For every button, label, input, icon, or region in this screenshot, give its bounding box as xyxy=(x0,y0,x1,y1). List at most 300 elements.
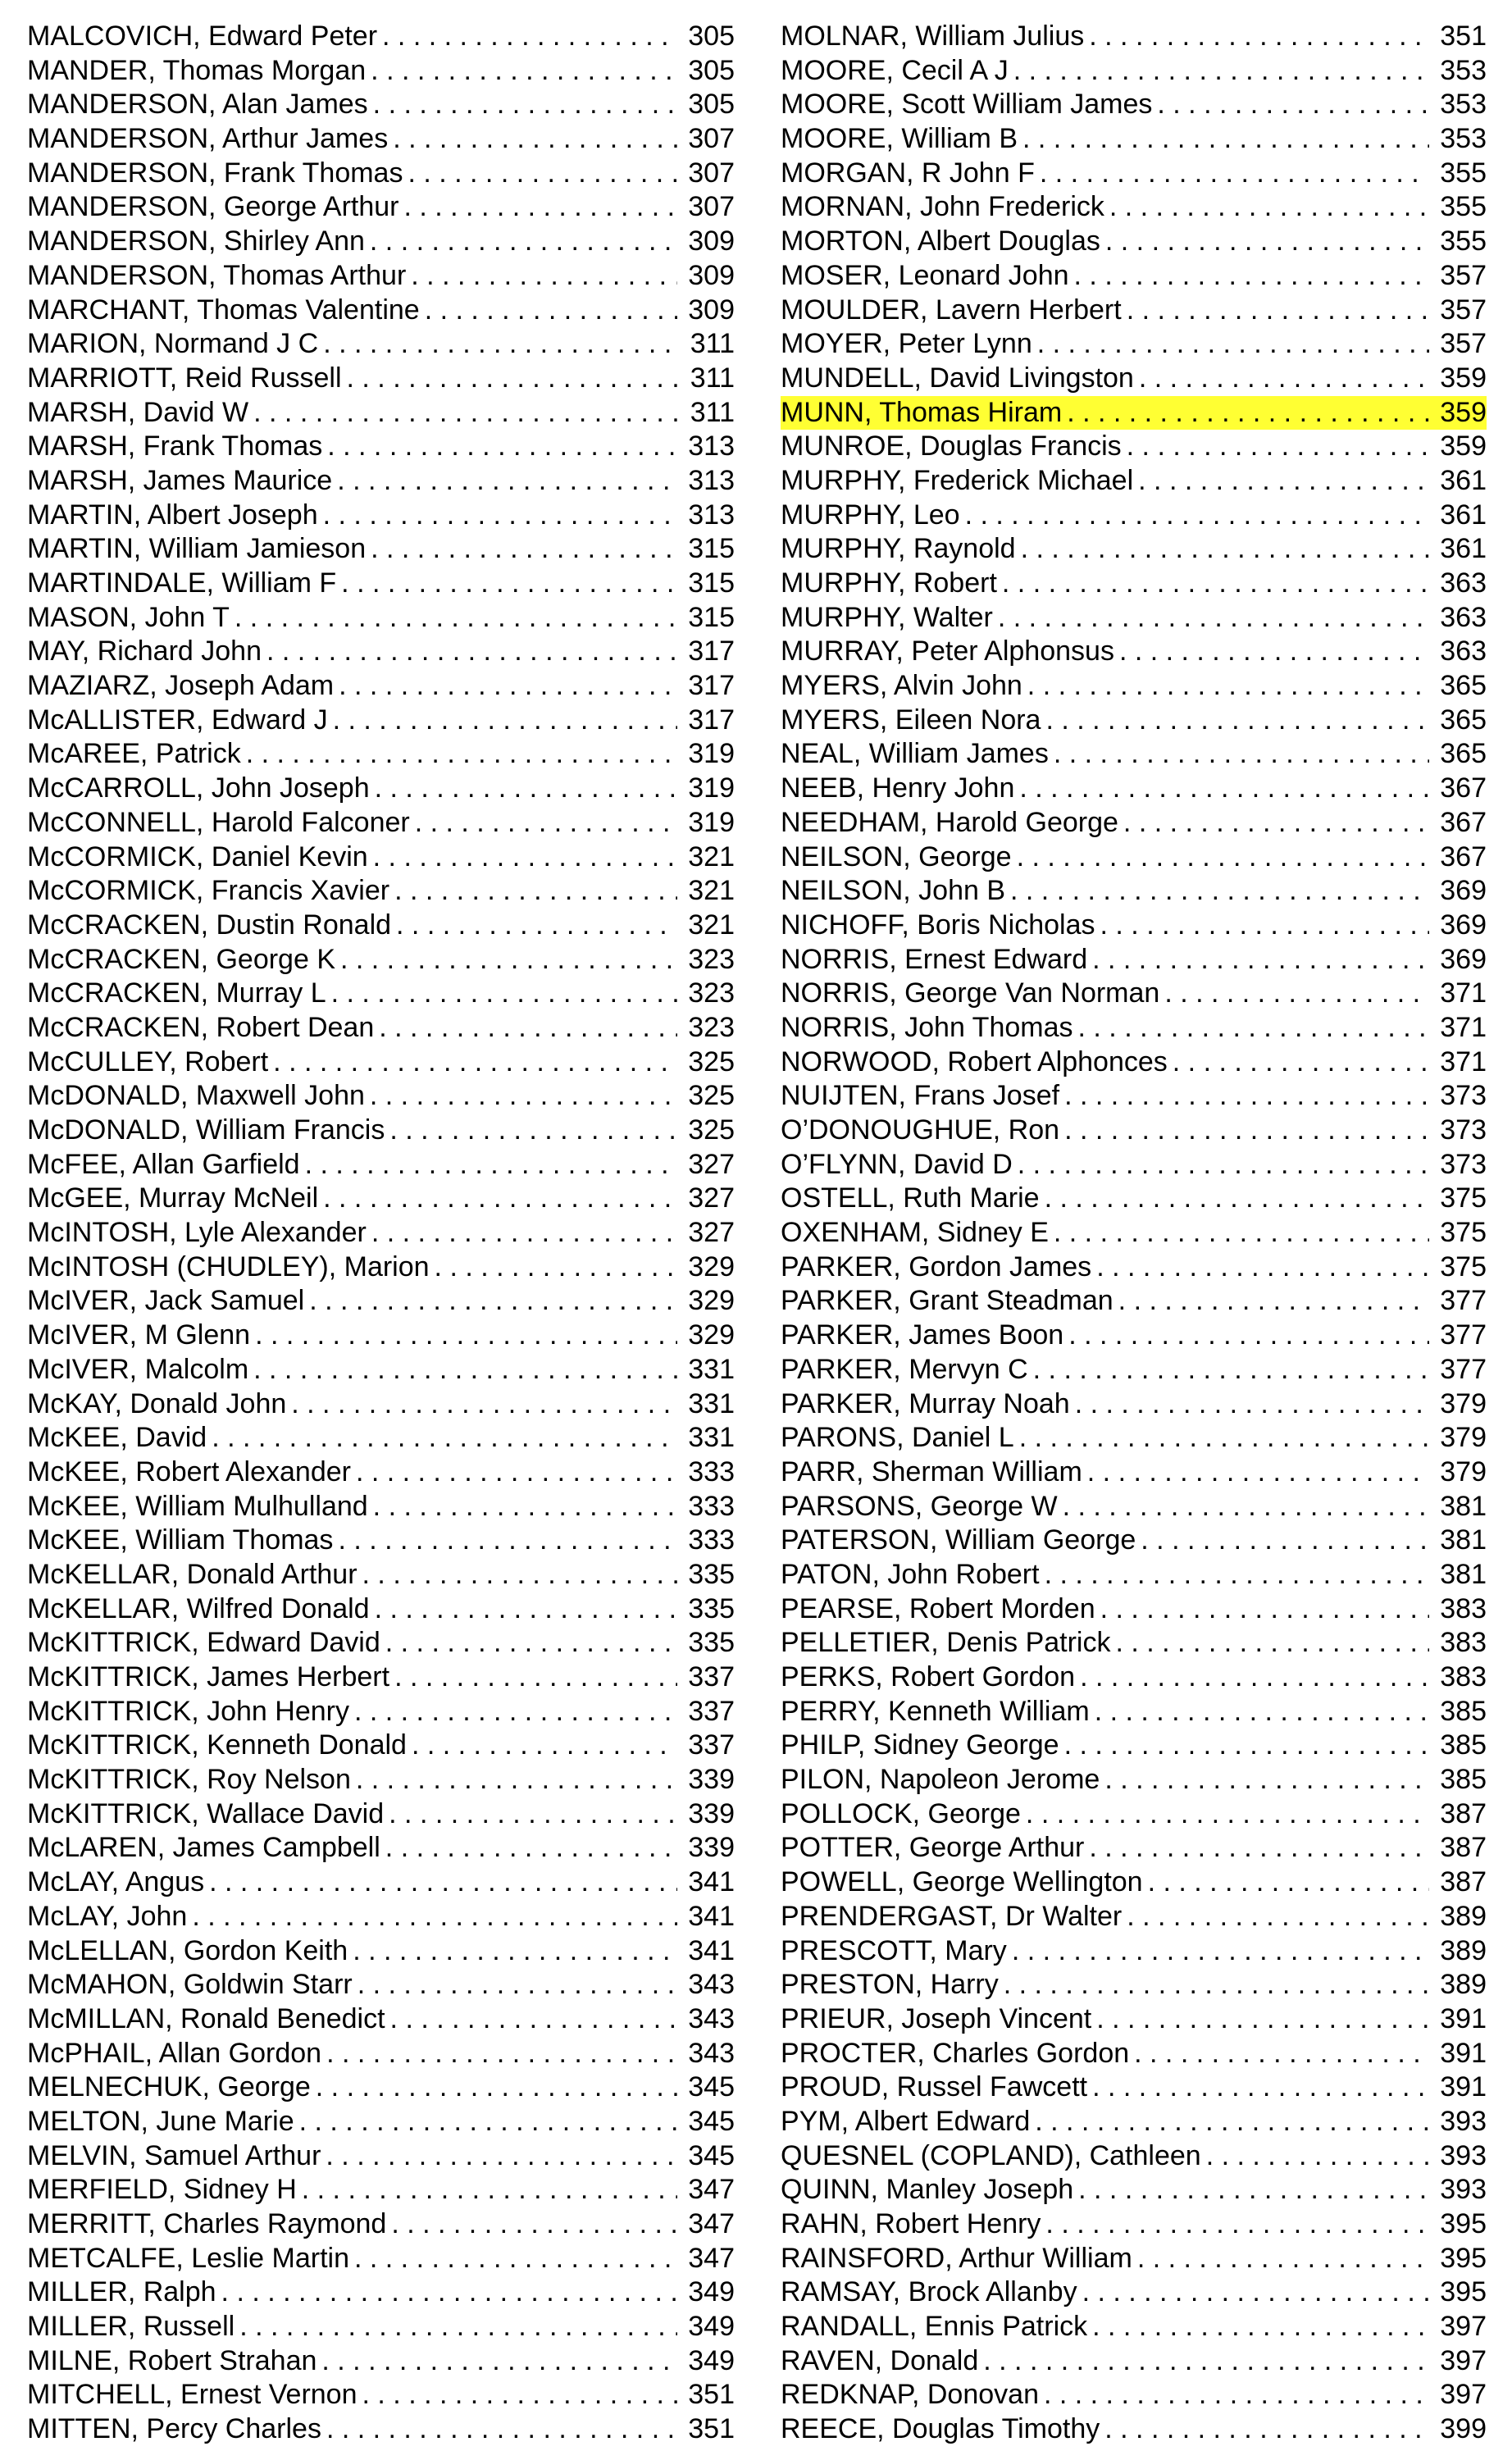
entry-name: RAHN, Robert Henry xyxy=(781,2208,1041,2239)
dot-leader xyxy=(1063,1490,1429,1524)
entry-name: MYERS, Alvin John xyxy=(781,670,1022,702)
dot-leader xyxy=(389,1797,677,1832)
entry-name: MARCHANT, Thomas Valentine xyxy=(27,294,420,326)
dot-leader xyxy=(338,1524,677,1558)
entry-name: MURRAY, Peter Alphonsus xyxy=(781,636,1114,667)
dot-leader xyxy=(1045,1558,1429,1592)
index-entry xyxy=(781,1968,1487,2002)
index-entry xyxy=(27,396,735,430)
entry-page-number: 343 xyxy=(688,2037,735,2069)
entry-page-number: 371 xyxy=(1440,1046,1487,1077)
index-entry xyxy=(781,1934,1487,1969)
dot-leader xyxy=(1127,430,1429,464)
index-entry xyxy=(27,1284,735,1319)
entry-page-number: 309 xyxy=(688,294,735,326)
entry-page-number: 377 xyxy=(1440,1285,1487,1317)
entry-page-number: 353 xyxy=(1440,54,1487,86)
entry-name: MANDER, Thomas Morgan xyxy=(27,54,367,86)
entry-page-number: 389 xyxy=(1440,1900,1487,1932)
index-entry xyxy=(781,54,1487,89)
dot-leader xyxy=(1037,327,1429,362)
entry-name: PRESTON, Harry xyxy=(781,1969,999,2001)
dot-leader xyxy=(370,1079,677,1114)
index-entry xyxy=(781,1900,1487,1934)
entry-name: MARSH, Frank Thomas xyxy=(27,430,323,462)
index-entry xyxy=(781,909,1487,943)
dot-leader xyxy=(412,1729,677,1763)
index-entry xyxy=(27,1866,735,1900)
entry-page-number: 395 xyxy=(1440,2208,1487,2239)
dot-leader xyxy=(331,977,677,1011)
dot-leader xyxy=(1127,294,1429,328)
dot-leader xyxy=(333,704,677,738)
dot-leader xyxy=(1173,1046,1429,1080)
index-entry xyxy=(781,190,1487,225)
entry-page-number: 395 xyxy=(1440,2276,1487,2308)
entry-page-number: 323 xyxy=(688,1011,735,1043)
index-entry xyxy=(781,122,1487,157)
index-entry xyxy=(781,294,1487,328)
dot-leader xyxy=(212,1421,677,1456)
index-entry xyxy=(27,2207,735,2242)
entry-page-number: 383 xyxy=(1440,1661,1487,1692)
entry-name: MOORE, William B xyxy=(781,123,1018,155)
entry-name: NEAL, William James xyxy=(781,738,1049,770)
entry-name: OSTELL, Ruth Marie xyxy=(781,1182,1040,1214)
dot-leader xyxy=(1075,1387,1429,1422)
entry-name: McKEE, David xyxy=(27,1422,207,1454)
entry-page-number: 393 xyxy=(1440,2174,1487,2206)
dot-leader xyxy=(1019,772,1429,806)
entry-name: PELLETIER, Denis Patrick xyxy=(781,1627,1111,1659)
entry-name: MILLER, Ralph xyxy=(27,2276,216,2308)
entry-name: MERFIELD, Sidney H xyxy=(27,2174,297,2206)
dot-leader xyxy=(1092,2310,1429,2344)
dot-leader xyxy=(1080,1660,1429,1695)
dot-leader xyxy=(302,2173,677,2207)
index-entry xyxy=(781,806,1487,840)
entry-page-number: 381 xyxy=(1440,1524,1487,1556)
entry-page-number: 345 xyxy=(688,2105,735,2137)
dot-leader xyxy=(356,1763,677,1797)
entry-name: PARKER, Mervyn C xyxy=(781,1353,1028,1385)
dot-leader xyxy=(391,2207,677,2242)
entry-name: McCORMICK, Daniel Kevin xyxy=(27,840,368,872)
entry-name: McLAY, John xyxy=(27,1900,188,1932)
index-entry xyxy=(27,1968,735,2002)
entry-name: PATON, John Robert xyxy=(781,1558,1040,1590)
index-entry xyxy=(27,157,735,191)
index-entry xyxy=(781,2139,1487,2174)
entry-page-number: 349 xyxy=(688,2344,735,2376)
index-entry xyxy=(781,2412,1487,2447)
dot-leader xyxy=(1115,1626,1429,1660)
entry-name: MILLER, Russell xyxy=(27,2311,235,2343)
entry-name: MAZIARZ, Joseph Adam xyxy=(27,670,335,702)
entry-name: MUNDELL, David Livingston xyxy=(781,362,1134,394)
entry-page-number: 321 xyxy=(688,909,735,941)
dot-leader xyxy=(375,1592,677,1627)
entry-name: McALLISTER, Edward J xyxy=(27,704,328,736)
index-entry xyxy=(781,225,1487,259)
entry-name: NORWOOD, Robert Alphonces xyxy=(781,1046,1168,1077)
dot-leader xyxy=(1078,1011,1429,1046)
dot-leader xyxy=(1002,567,1429,601)
dot-leader xyxy=(1096,2002,1429,2037)
index-entry xyxy=(27,499,735,533)
dot-leader xyxy=(389,1114,677,1148)
index-entry xyxy=(781,2378,1487,2412)
entry-name: PEARSE, Robert Morden xyxy=(781,1592,1095,1624)
dot-leader xyxy=(323,499,677,533)
index-entry xyxy=(781,499,1487,533)
dot-leader xyxy=(394,1660,677,1695)
entry-name: OXENHAM, Sidney E xyxy=(781,1217,1049,1249)
index-entry xyxy=(27,20,735,54)
dot-leader xyxy=(273,1046,677,1080)
dot-leader xyxy=(1064,1114,1429,1148)
entry-page-number: 333 xyxy=(688,1456,735,1487)
index-entry-highlighted xyxy=(781,396,1487,430)
entry-page-number: 309 xyxy=(688,259,735,291)
entry-page-number: 313 xyxy=(688,499,735,531)
entry-page-number: 397 xyxy=(1440,2344,1487,2376)
entry-name: NORRIS, George Van Norman xyxy=(781,977,1160,1009)
entry-name: McKELLAR, Donald Arthur xyxy=(27,1558,358,1590)
entry-page-number: 363 xyxy=(1440,567,1487,599)
entry-page-number: 319 xyxy=(688,772,735,804)
entry-name: MORNAN, John Frederick xyxy=(781,191,1104,223)
entry-name: McAREE, Patrick xyxy=(27,738,241,770)
entry-name: NUIJTEN, Frans Josef xyxy=(781,1080,1060,1112)
entry-name: PYM, Albert Edward xyxy=(781,2105,1031,2137)
entry-name: McFEE, Allan Garfield xyxy=(27,1148,300,1180)
entry-page-number: 347 xyxy=(688,2174,735,2206)
dot-leader xyxy=(1054,1216,1429,1250)
dot-leader xyxy=(1164,977,1429,1011)
dot-leader xyxy=(340,943,677,977)
index-entry xyxy=(27,635,735,669)
dot-leader xyxy=(385,1626,677,1660)
entry-page-number: 395 xyxy=(1440,2242,1487,2274)
index-entry xyxy=(27,1900,735,1934)
index-entry xyxy=(781,1011,1487,1046)
index-entry xyxy=(27,737,735,772)
entry-name: MARION, Normand J C xyxy=(27,328,319,360)
entry-page-number: 379 xyxy=(1440,1387,1487,1419)
entry-page-number: 385 xyxy=(1440,1764,1487,1796)
entry-page-number: 341 xyxy=(688,1934,735,1966)
entry-name: McLAY, Angus xyxy=(27,1866,205,1898)
entry-name: McMAHON, Goldwin Starr xyxy=(27,1969,353,2001)
entry-name: McKITTRICK, John Henry xyxy=(27,1695,349,1727)
dot-leader xyxy=(390,2002,677,2037)
entry-name: MARTIN, Albert Joseph xyxy=(27,499,318,531)
entry-name: NEILSON, George xyxy=(781,840,1012,872)
dot-leader xyxy=(1027,669,1429,704)
dot-leader xyxy=(1096,1250,1429,1285)
entry-name: MALCOVICH, Edward Peter xyxy=(27,20,378,52)
dot-leader xyxy=(1104,2412,1429,2447)
index-entry xyxy=(27,122,735,157)
dot-leader xyxy=(347,362,677,396)
index-entry xyxy=(781,840,1487,875)
entry-page-number: 327 xyxy=(688,1148,735,1180)
entry-name: QUINN, Manley Joseph xyxy=(781,2174,1074,2206)
entry-page-number: 393 xyxy=(1440,2105,1487,2137)
dot-leader xyxy=(1004,1968,1429,2002)
index-entry xyxy=(27,806,735,840)
entry-name: McCULLEY, Robert xyxy=(27,1046,269,1077)
index-entry xyxy=(27,2070,735,2105)
entry-name: MANDERSON, Frank Thomas xyxy=(27,157,403,189)
index-entry xyxy=(781,669,1487,704)
entry-name: REDKNAP, Donovan xyxy=(781,2379,1039,2411)
dot-leader xyxy=(305,1148,677,1182)
entry-page-number: 351 xyxy=(688,2413,735,2445)
entry-page-number: 329 xyxy=(688,1285,735,1317)
entry-page-number: 305 xyxy=(688,89,735,121)
entry-page-number: 355 xyxy=(1440,226,1487,257)
entry-name: NICHOFF, Boris Nicholas xyxy=(781,909,1095,941)
entry-name: PERKS, Robert Gordon xyxy=(781,1661,1076,1692)
index-entry xyxy=(27,1182,735,1216)
entry-page-number: 351 xyxy=(1440,20,1487,52)
index-entry xyxy=(781,2242,1487,2276)
dot-leader xyxy=(1012,1934,1429,1969)
dot-leader xyxy=(1100,1592,1429,1627)
entry-name: MANDERSON, George Arthur xyxy=(27,191,399,223)
index-entry xyxy=(27,977,735,1011)
dot-leader xyxy=(1064,1079,1429,1114)
entry-name: MUNN, Thomas Hiram xyxy=(781,396,1063,428)
index-entry xyxy=(27,225,735,259)
index-entry xyxy=(781,1353,1487,1387)
index-entry xyxy=(27,1079,735,1114)
entry-page-number: 307 xyxy=(688,191,735,223)
entry-name: McKITTRICK, Edward David xyxy=(27,1627,380,1659)
dot-leader xyxy=(415,806,677,840)
index-entry xyxy=(27,1421,735,1456)
index-entry xyxy=(27,840,735,875)
index-entry xyxy=(781,532,1487,567)
dot-leader xyxy=(1119,635,1429,669)
dot-leader xyxy=(1068,1319,1429,1353)
entry-page-number: 385 xyxy=(1440,1729,1487,1761)
dot-leader xyxy=(1040,157,1429,191)
entry-name: POTTER, George Arthur xyxy=(781,1832,1085,1864)
entry-page-number: 311 xyxy=(690,328,735,360)
entry-name: McKITTRICK, Wallace David xyxy=(27,1797,385,1829)
index-entry xyxy=(27,1524,735,1558)
dot-leader xyxy=(1092,2070,1429,2105)
entry-page-number: 361 xyxy=(1440,499,1487,531)
dot-leader xyxy=(1054,737,1429,772)
entry-page-number: 317 xyxy=(688,636,735,667)
index-entry xyxy=(781,1729,1487,1763)
index-entry xyxy=(27,2139,735,2174)
entry-name: MOSER, Leonard John xyxy=(781,259,1069,291)
entry-name: McCRACKEN, Robert Dean xyxy=(27,1011,375,1043)
entry-name: MURPHY, Leo xyxy=(781,499,960,531)
index-entry xyxy=(781,2002,1487,2037)
dot-leader xyxy=(1078,2173,1429,2207)
dot-leader xyxy=(353,1934,677,1969)
index-entry xyxy=(781,1456,1487,1490)
index-entry xyxy=(27,909,735,943)
entry-name: MARSH, James Maurice xyxy=(27,464,333,496)
index-entry xyxy=(781,1319,1487,1353)
index-entry xyxy=(781,1831,1487,1866)
index-entry xyxy=(781,2207,1487,2242)
entry-page-number: 397 xyxy=(1440,2379,1487,2411)
entry-name: PARONS, Daniel L xyxy=(781,1422,1014,1454)
dot-leader xyxy=(373,1490,677,1524)
entry-name: MOULDER, Lavern Herbert xyxy=(781,294,1122,326)
index-entry xyxy=(781,2276,1487,2310)
entry-name: O’DONOUGHUE, Ron xyxy=(781,1114,1060,1146)
dot-leader xyxy=(371,532,677,567)
index-entry xyxy=(27,1114,735,1148)
entry-name: MITTEN, Percy Charles xyxy=(27,2413,321,2445)
entry-name: MANDERSON, Thomas Arthur xyxy=(27,259,407,291)
index-entry xyxy=(781,943,1487,977)
entry-name: PRENDERGAST, Dr Walter xyxy=(781,1900,1123,1932)
entry-page-number: 369 xyxy=(1440,943,1487,975)
entry-name: McCONNELL, Harold Falconer xyxy=(27,806,410,838)
index-entry xyxy=(781,157,1487,191)
index-entry xyxy=(781,2105,1487,2139)
index-entry xyxy=(781,1046,1487,1080)
entry-page-number: 357 xyxy=(1440,294,1487,326)
entry-page-number: 305 xyxy=(688,20,735,52)
entry-name: PHILP, Sidney George xyxy=(781,1729,1059,1761)
index-entry xyxy=(27,1660,735,1695)
index-entry xyxy=(27,1216,735,1250)
entry-name: McKITTRICK, Roy Nelson xyxy=(27,1764,351,1796)
dot-leader xyxy=(1022,122,1429,157)
index-entry xyxy=(781,772,1487,806)
entry-name: MURPHY, Frederick Michael xyxy=(781,464,1134,496)
entry-page-number: 387 xyxy=(1440,1832,1487,1864)
entry-page-number: 381 xyxy=(1440,1490,1487,1522)
dot-leader xyxy=(1105,225,1429,259)
index-entry xyxy=(781,1079,1487,1114)
index-entry xyxy=(781,1695,1487,1729)
index-entry xyxy=(781,88,1487,122)
entry-page-number: 357 xyxy=(1440,328,1487,360)
index-entry xyxy=(27,704,735,738)
dot-leader xyxy=(358,1968,677,2002)
index-entry xyxy=(781,1660,1487,1695)
index-entry xyxy=(27,943,735,977)
dot-leader xyxy=(375,772,677,806)
entry-page-number: 353 xyxy=(1440,89,1487,121)
entry-name: McINTOSH, Lyle Alexander xyxy=(27,1217,367,1249)
index-entry xyxy=(781,977,1487,1011)
entry-page-number: 333 xyxy=(688,1524,735,1556)
dot-leader xyxy=(246,737,677,772)
dot-leader xyxy=(1137,2242,1429,2276)
index-entry xyxy=(27,1763,735,1797)
entry-name: McGEE, Murray McNeil xyxy=(27,1182,319,1214)
entry-name: MELVIN, Samuel Arthur xyxy=(27,2139,321,2171)
index-column-left xyxy=(27,20,735,2447)
dot-leader xyxy=(1206,2139,1429,2174)
index-entry xyxy=(27,464,735,499)
index-entry xyxy=(27,1011,735,1046)
dot-leader xyxy=(316,2070,677,2105)
entry-page-number: 307 xyxy=(688,157,735,189)
dot-leader xyxy=(382,20,677,54)
dot-leader xyxy=(1148,1866,1429,1900)
entry-name: MANDERSON, Arthur James xyxy=(27,123,389,155)
entry-name: MANDERSON, Shirley Ann xyxy=(27,226,365,257)
entry-page-number: 329 xyxy=(688,1250,735,1282)
entry-page-number: 347 xyxy=(688,2208,735,2239)
entry-name: NEEB, Henry John xyxy=(781,772,1015,804)
entry-name: McLELLAN, Gordon Keith xyxy=(27,1934,348,1966)
index-entry xyxy=(27,1831,735,1866)
dot-leader xyxy=(393,122,677,157)
entry-name: PATERSON, William George xyxy=(781,1524,1136,1556)
entry-page-number: 325 xyxy=(688,1080,735,1112)
entry-page-number: 343 xyxy=(688,1969,735,2001)
entry-page-number: 391 xyxy=(1440,2071,1487,2103)
entry-name: McIVER, Malcolm xyxy=(27,1353,249,1385)
entry-page-number: 323 xyxy=(688,977,735,1009)
entry-name: RANDALL, Ennis Patrick xyxy=(781,2311,1088,2343)
entry-page-number: 327 xyxy=(688,1217,735,1249)
entry-page-number: 349 xyxy=(688,2276,735,2308)
entry-name: MELTON, June Marie xyxy=(27,2105,294,2137)
entry-page-number: 307 xyxy=(688,123,735,155)
index-entry xyxy=(27,2276,735,2310)
dot-leader xyxy=(253,1353,677,1387)
index-entry xyxy=(781,1866,1487,1900)
entry-page-number: 359 xyxy=(1440,362,1487,394)
entry-page-number: 365 xyxy=(1440,670,1487,702)
index-entry xyxy=(27,1046,735,1080)
entry-name: McKEE, William Thomas xyxy=(27,1524,334,1556)
entry-name: MOYER, Peter Lynn xyxy=(781,328,1032,360)
index-entry xyxy=(781,1250,1487,1285)
entry-page-number: 345 xyxy=(688,2071,735,2103)
index-entry xyxy=(27,2242,735,2276)
index-entry xyxy=(27,567,735,601)
entry-name: PRIEUR, Joseph Vincent xyxy=(781,2002,1092,2034)
index-entry xyxy=(27,430,735,464)
dot-leader xyxy=(362,2378,677,2412)
entry-page-number: 359 xyxy=(1440,430,1487,462)
entry-name: PARKER, James Boon xyxy=(781,1319,1064,1351)
dot-leader xyxy=(965,499,1429,533)
index-entry xyxy=(781,567,1487,601)
entry-name: MARRIOTT, Reid Russell xyxy=(27,362,342,394)
index-entry xyxy=(27,2105,735,2139)
dot-leader xyxy=(1044,2378,1429,2412)
entry-name: McINTOSH (CHUDLEY), Marion xyxy=(27,1250,430,1282)
dot-leader xyxy=(1127,1900,1429,1934)
entry-name: McKITTRICK, Kenneth Donald xyxy=(27,1729,407,1761)
index-entry xyxy=(781,464,1487,499)
dot-leader xyxy=(1067,396,1429,430)
entry-page-number: 343 xyxy=(688,2002,735,2034)
index-entry xyxy=(27,1934,735,1969)
dot-leader xyxy=(371,54,677,89)
entry-page-number: 369 xyxy=(1440,875,1487,907)
dot-leader xyxy=(1082,2276,1429,2310)
